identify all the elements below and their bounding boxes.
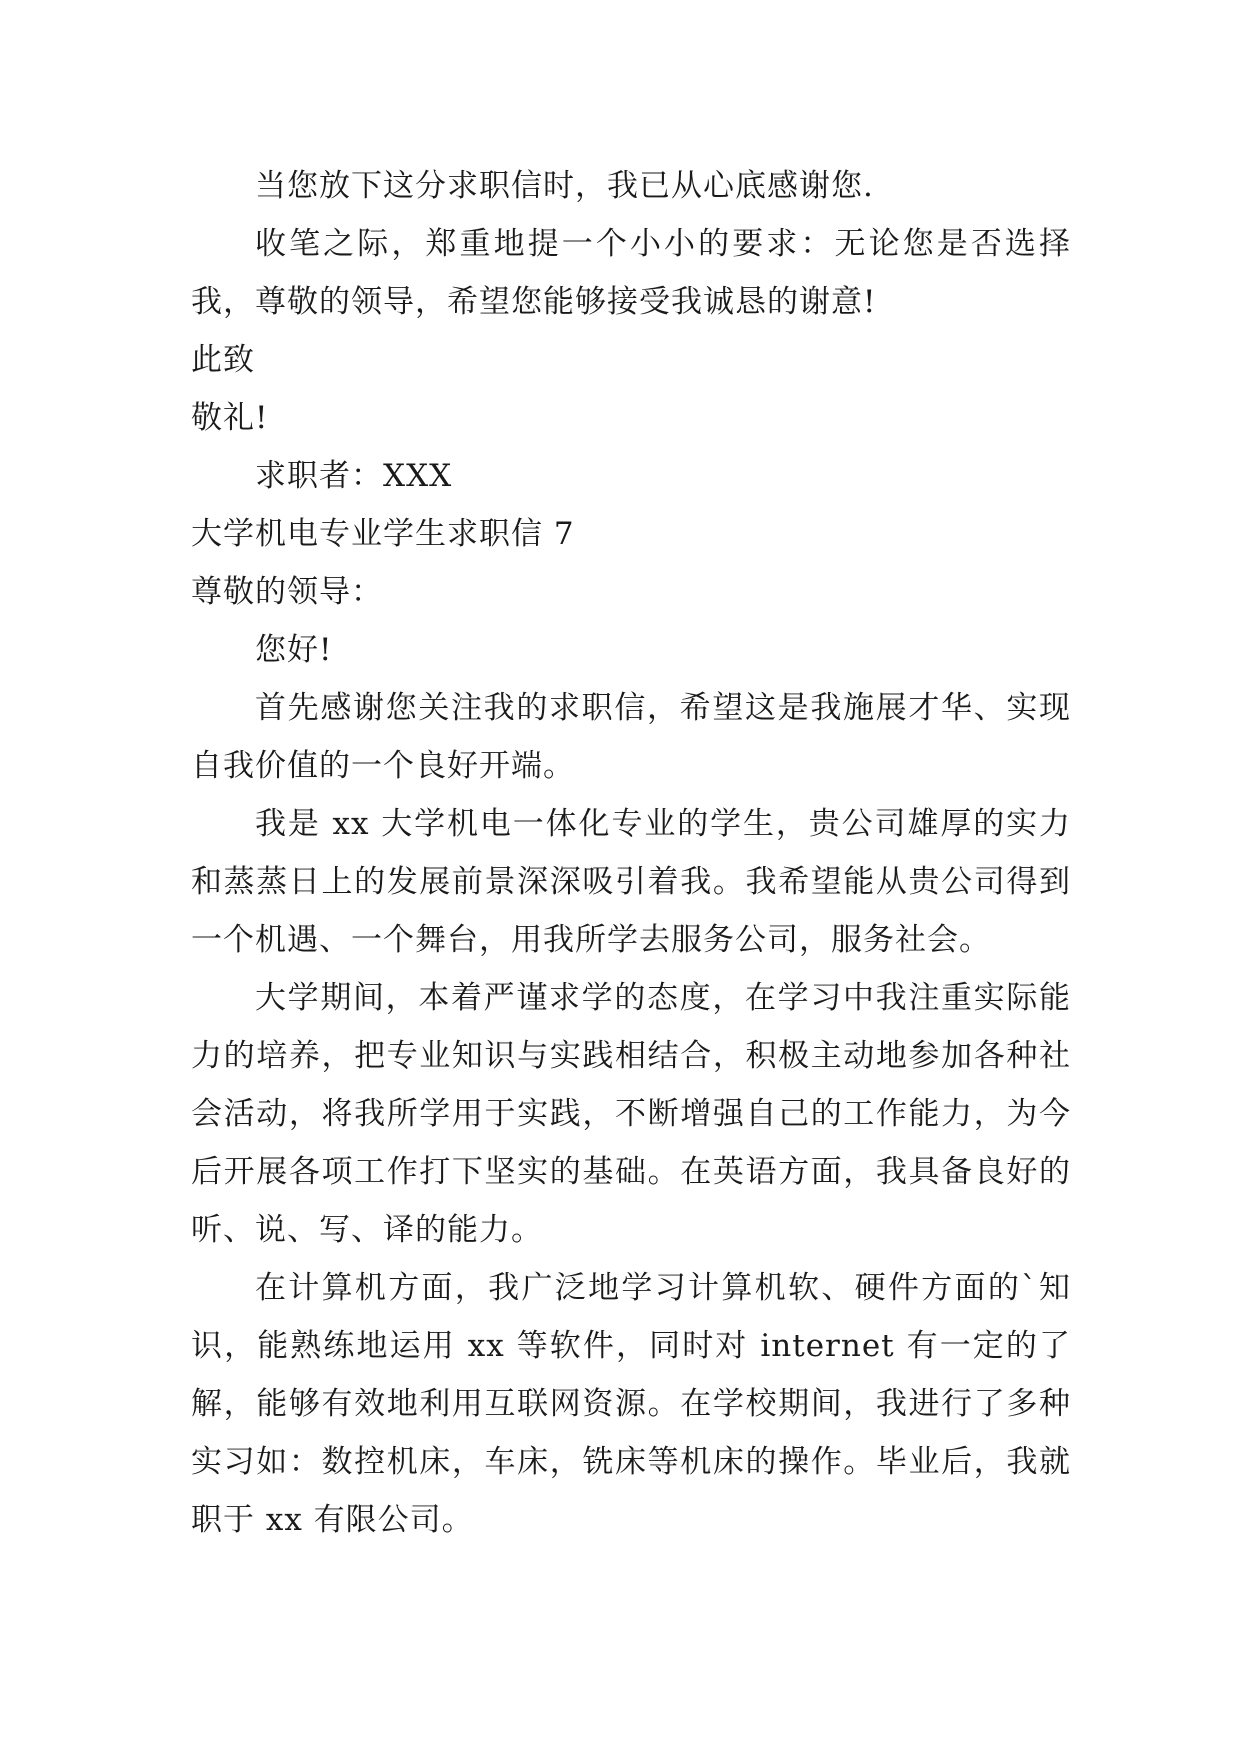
university-paragraph: 大学期间，本着严谨求学的态度，在学习中我注重实际能力的培养，把专业知识与实践相结合，积极主动地参加各种社会活动，将我所学用于实践，不断增强自己的工作能力，为今后开展各项工作打下坚实的基础。在英语方面，我具备良好的听、说、写、译的能力。 bbox=[191, 980, 1071, 1248]
letter-greeting: 您好! bbox=[255, 632, 333, 668]
letter-addressee: 尊敬的领导： bbox=[191, 574, 383, 610]
letter-title: 大学机电专业学生求职信 7 bbox=[191, 516, 575, 552]
closing-thanks-paragraph: 当您放下这分求职信时，我已从心底感谢您. bbox=[255, 168, 874, 204]
letter-body bbox=[191, 157, 1071, 1549]
intro-paragraph: 首先感谢您关注我的求职信，希望这是我施展才华、实现自我价值的一个良好开端。 bbox=[191, 690, 1071, 784]
salutation-jingli: 敬礼! bbox=[191, 400, 269, 436]
closing-request-paragraph: 收笔之际，郑重地提一个小小的要求：无论您是否选择我，尊敬的领导，希望您能够接受我诚恳的谢意! bbox=[191, 226, 1071, 320]
computer-skills-paragraph: 在计算机方面，我广泛地学习计算机软、硬件方面的`知识，能熟练地运用 xx 等软件，同时对 internet 有一定的了解，能够有效地利用互联网资源。在学校期间，我进行了多种实习如：数控机床，车床，铣床等机床的操作。毕业后，我就职于 xx 有限公司。 bbox=[191, 1270, 1071, 1538]
salutation-cizhi: 此致 bbox=[191, 342, 255, 378]
background-paragraph: 我是 xx 大学机电一体化专业的学生，贵公司雄厚的实力和蒸蒸日上的发展前景深深吸引着我。我希望能从贵公司得到一个机遇、一个舞台，用我所学去服务公司，服务社会。 bbox=[191, 806, 1071, 958]
applicant-signature: 求职者：XXX bbox=[255, 458, 453, 494]
